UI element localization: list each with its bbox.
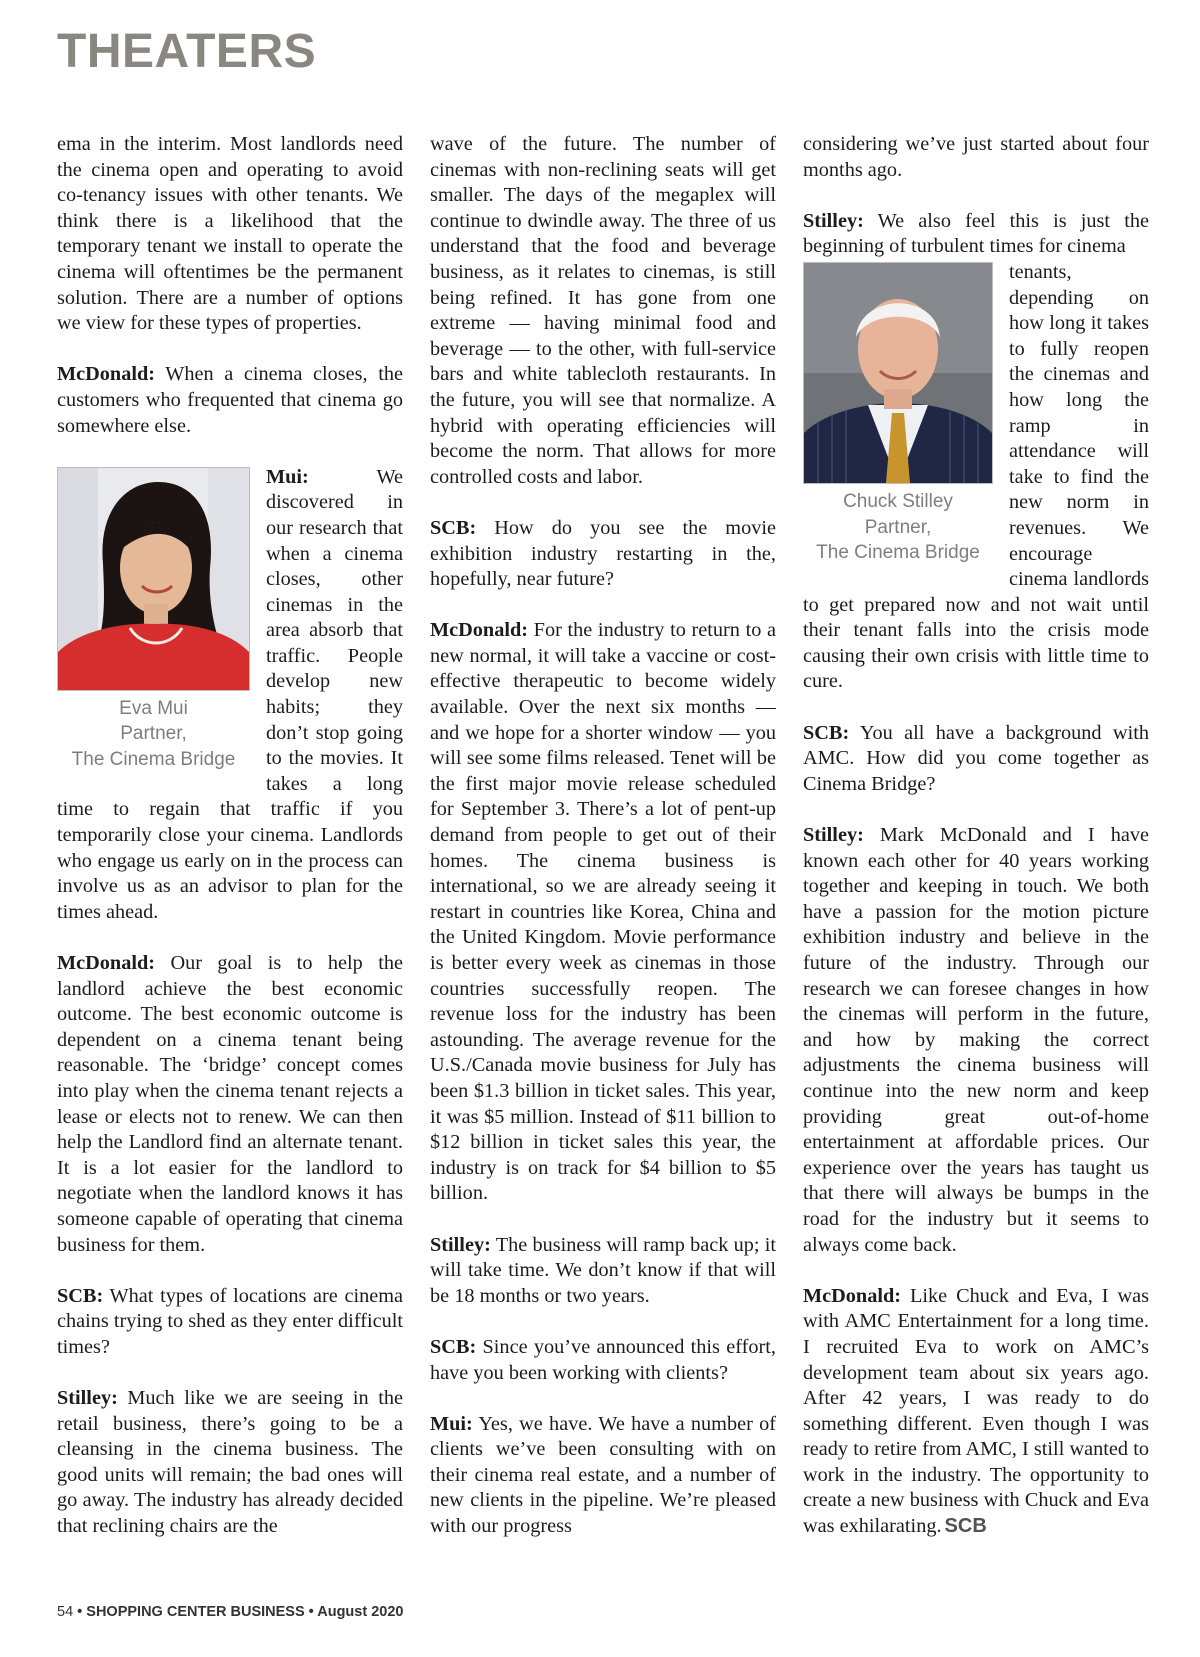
- speaker-label: Stilley:: [57, 1387, 118, 1410]
- speaker-label: Mui:: [266, 465, 309, 488]
- speaker-label: Stilley:: [803, 824, 864, 847]
- paragraph: ema in the interim. Most landlords need the cinema open and operating to avoid co-tenancy issues with other tenants. We think there is a likelihood that the temporary tenant we install to operate the cinema will oftentimes be the permanent solution. There are a number of options we view for these types of properties.: [57, 133, 403, 335]
- paragraph-text: Like Chuck and Eva, I was with AMC Entertainment for a long time. I recruited Eva to work on AMC’s development team about six years ago. After 42 years, I was ready to do something different. Even though I was ready to retire from AMC, I still wanted to work in the industry. The opportunity to create a new business with Chuck and Eva was exhilarating.: [803, 1284, 1149, 1538]
- paragraph-text: Our goal is to help the landlord achieve the best economic outcome. The best economic outcome is dependent on a cinema tenant being reasonable. The ‘bridge’ concept comes into play when the cinema tenant rejects a lease or elects not to renew. We can then help the Landlord find an alternate tenant. It is a lot easier for the landlord to negotiate when the landlord knows it has someone capable of operating that cinema business for them.: [57, 952, 403, 1256]
- portrait-chuck-stilley: [803, 262, 993, 484]
- speaker-label: Stilley:: [803, 209, 864, 232]
- page-number: 54: [57, 1604, 74, 1620]
- caption-company: The Cinema Bridge: [71, 748, 236, 770]
- speaker-label: SCB:: [57, 1284, 104, 1307]
- paragraph: [57, 1284, 403, 1361]
- speaker-label: SCB:: [430, 1335, 477, 1358]
- speaker-label: SCB:: [803, 721, 850, 744]
- caption-name: Eva Mui: [119, 697, 188, 719]
- speaker-label: Stilley:: [430, 1233, 491, 1256]
- portrait-eva-mui: [57, 467, 250, 691]
- paragraph: [57, 1386, 403, 1540]
- speaker-label: Mui:: [430, 1412, 473, 1435]
- paragraph: tenants, depending on how long it takes to fully reopen the cinemas and how long the ramp in attendance will take to find the new norm in revenues. We encourage cinema landlords to get prepared now and not wait until their tenant falls into the crisis mode causing their own crisis with little time to cure.: [803, 260, 1149, 693]
- paragraph-text: Much like we are seeing in the retail business, there’s going to be a cleansing in the cinema business. The good units will remain; the bad ones will go away. The industry has already decided that reclining chairs are the: [57, 1387, 403, 1538]
- photo-eva-mui: [57, 467, 250, 773]
- paragraph-text: Mark McDonald and I have known each other for 40 years working together and keeping in touch. We both have a passion for the motion picture exhibition industry and believe in the future of the industry. Through our research we can foresee changes in how the cinemas will perform in the future, and how by making the correct adjustments the cinema business will continue into the new norm and keep providing great out-of-home entertainment at affordable prices. Our experience over the years has taught us that there will always be bumps in the road for the industry but it seems to always come back.: [803, 824, 1149, 1256]
- paragraph-text: What types of locations are cinema chains trying to shed as they enter difficult times?: [57, 1284, 403, 1358]
- caption-title: Partner,: [864, 516, 932, 538]
- publication-name: SHOPPING CENTER BUSINESS: [86, 1604, 305, 1620]
- paragraph-text: We discovered in our research that when a cinema closes, other cinemas in the area absorb that traffic. People develop new habits; they don’t stop going to the movies. It takes a long time to regain that traffic if you temporarily close your cinema. Landlords who engage us early on in the process can involve us as an advisor to plan for the times ahead.: [57, 465, 403, 923]
- paragraph-text: You all have a background with AMC. How did you come together as Cinema Bridge?: [803, 721, 1149, 795]
- photo-caption: [57, 696, 250, 773]
- speaker-label: SCB:: [430, 516, 477, 539]
- paragraph-text: Since you’ve announced this effort, have you been working with clients?: [430, 1335, 776, 1384]
- paragraph-text: Yes, we have. We have a number of clients we’ve been consulting with on their cinema real estate, and a number of new clients in the pipeline. We’re pleased with our progress: [430, 1412, 776, 1538]
- column-2: [430, 132, 776, 1597]
- column-1: [57, 132, 403, 1597]
- photo-chuck-stilley: [803, 262, 993, 566]
- paragraph: [57, 362, 403, 439]
- speaker-label: McDonald:: [57, 363, 156, 386]
- caption-name: Chuck Stilley: [843, 490, 953, 512]
- footer-separator: •: [77, 1604, 83, 1620]
- column-3: [803, 132, 1149, 1597]
- paragraph: [57, 951, 403, 1258]
- paragraph-text: We also feel this is just the beginning of turbulent times for cinema: [803, 209, 1149, 258]
- paragraph: [803, 823, 1149, 1258]
- paragraph-text: For the industry to return to a new normal, it will take a vaccine or cost-effective therapeutic to become widely available. Over the next six months — and we hope for a shorter window — you will see some films released. Tenet will be the first major movie release scheduled for September 3. There’s a lot of pent-up demand from people to get out of their homes. The cinema business is international, so we are already seeing it restart in countries like Korea, China and the United Kingdom. Movie performance is better every week as cinemas in those countries successfully reopen. The revenue loss for the industry has been astounding. The average revenue for the U.S./Canada movie business for July has been $1.3 billion in ticket sales. This year, it was $5 million. Instead of $11 billion to $12 billion in ticket sales this year, the industry is on track for $4 billion to $5 billion.: [430, 619, 776, 1205]
- speaker-label: McDonald:: [803, 1284, 902, 1307]
- paragraph: considering we’ve just started about four months ago.: [803, 133, 1149, 181]
- speaker-label: McDonald:: [430, 619, 529, 642]
- speaker-label: McDonald:: [57, 952, 156, 974]
- paragraph-text: When a cinema closes, the customers who frequented that cinema go somewhere else.: [57, 363, 403, 437]
- paragraph: [430, 1412, 776, 1540]
- section-heading: THEATERS: [57, 25, 317, 78]
- paragraph-text: The business will ramp back up; it will take time. We don’t know if that will be 18 months or two years.: [430, 1233, 776, 1307]
- paragraph: [430, 1335, 776, 1386]
- paragraph: [803, 1284, 1149, 1540]
- end-mark: SCB: [944, 1515, 987, 1538]
- paragraph: [430, 1233, 776, 1310]
- caption-company: The Cinema Bridge: [816, 542, 980, 564]
- paragraph-text: How do you see the movie exhibition industry restarting in the, hopefully, near future?: [430, 516, 776, 591]
- footer-separator: •: [308, 1604, 314, 1620]
- paragraph: [803, 209, 1149, 260]
- paragraph: wave of the future. The number of cinemas with non-reclining seats will get smaller. The days of the megaplex will continue to dwindle away. The three of us understand that the food and beverage business, as it relates to cinemas, is still being refined. It has gone from one extreme — having minimal food and beverage — to the other, with full-service bars and white tablecloth restaurants. In the future, you will see that normalize. A hybrid with operating efficiencies will become the norm. That allows for more controlled costs and labor.: [430, 133, 776, 488]
- issue-date: August 2020: [317, 1604, 404, 1620]
- paragraph: [430, 516, 776, 593]
- paragraph: [803, 721, 1149, 798]
- photo-caption: [803, 489, 993, 566]
- page-footer: [57, 1604, 403, 1620]
- caption-title: Partner,: [120, 723, 187, 745]
- paragraph: [430, 618, 776, 1207]
